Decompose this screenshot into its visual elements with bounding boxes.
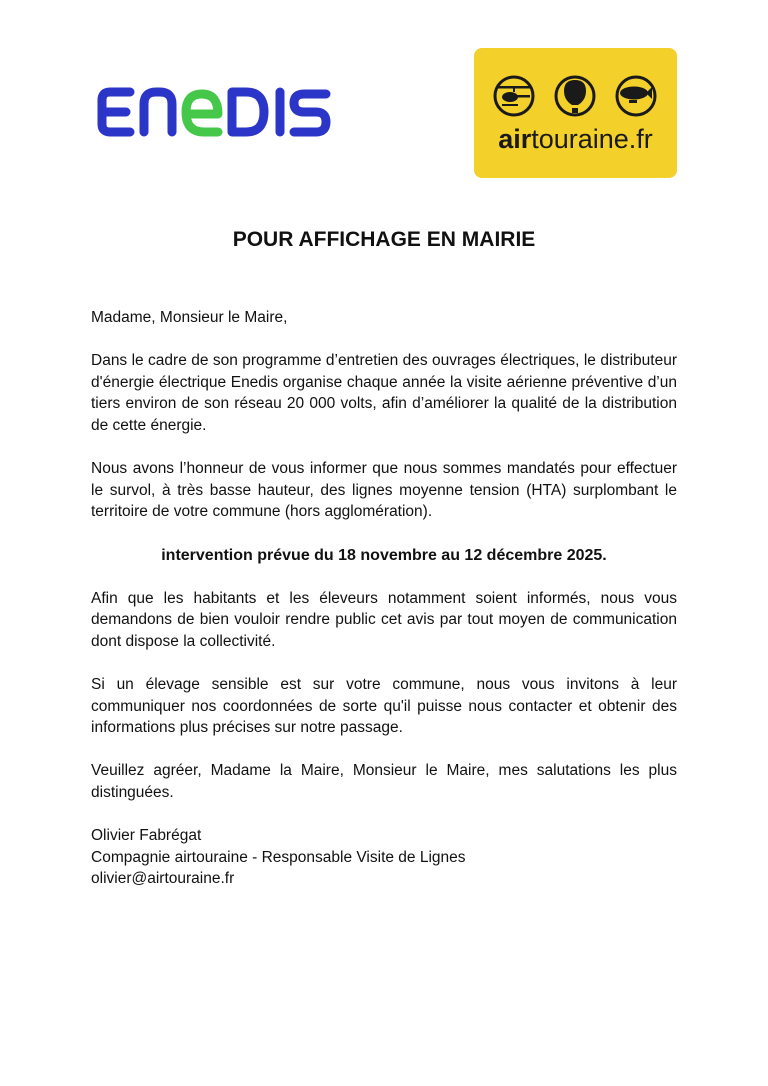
page-title: POUR AFFICHAGE EN MAIRIE	[232, 228, 536, 251]
airtouraine-logo	[474, 48, 677, 178]
signature-block	[91, 825, 677, 890]
intervention-dates: intervention prévue du 18 novembre au 12 décembre 2025.	[161, 546, 607, 564]
enedis-logo	[96, 84, 332, 140]
paragraph-mandate: Nous avons l’honneur de vous informer que nous sommes mandatés pour effectuer le survol, à très basse hauteur, des lignes moyenne tension (HTA) surplombant le territoire de votre commune (hors agglomération).	[91, 460, 677, 521]
helicopter-icon	[498, 86, 530, 106]
airtouraine-icons	[474, 62, 677, 122]
paragraph-publicity: Afin que les habitants et les éleveurs notamment soient informés, nous vous demandons de bien vouloir rendre public cet avis par tout moyen de communication dont dispose la collectivité.	[91, 589, 677, 650]
signatory-email: olivier@airtouraine.fr	[91, 870, 235, 888]
salutation: Madame, Monsieur le Maire,	[91, 309, 288, 326]
letter-body	[91, 307, 677, 890]
airtouraine-wordmark: airtouraine.fr	[498, 124, 653, 154]
closing-formula: Veuillez agréer, Madame la Maire, Monsieur le Maire, mes salutations les plus distinguées.	[91, 762, 677, 802]
paragraph-livestock: Si un élevage sensible est sur votre commune, nous vous invitons à leur communiquer nos coordonnées de sorte qu'il puisse nous contacter et obtenir des informations plus précises sur notre passage.	[91, 676, 677, 737]
hot-air-balloon-icon	[564, 80, 586, 113]
signatory-name: Olivier Fabrégat	[91, 827, 202, 845]
airship-icon	[620, 87, 652, 104]
signatory-role: Compagnie airtouraine - Responsable Visite de Lignes	[91, 848, 466, 866]
paragraph-program: Dans le cadre de son programme d’entretien des ouvrages électriques, le distributeur d'énergie électrique Enedis organise chaque année la visite aérienne préventive d’un tiers environ de son réseau 20 000 volts, afin d’améliorer la qualité de la distribution de cette énergie.	[91, 352, 677, 434]
